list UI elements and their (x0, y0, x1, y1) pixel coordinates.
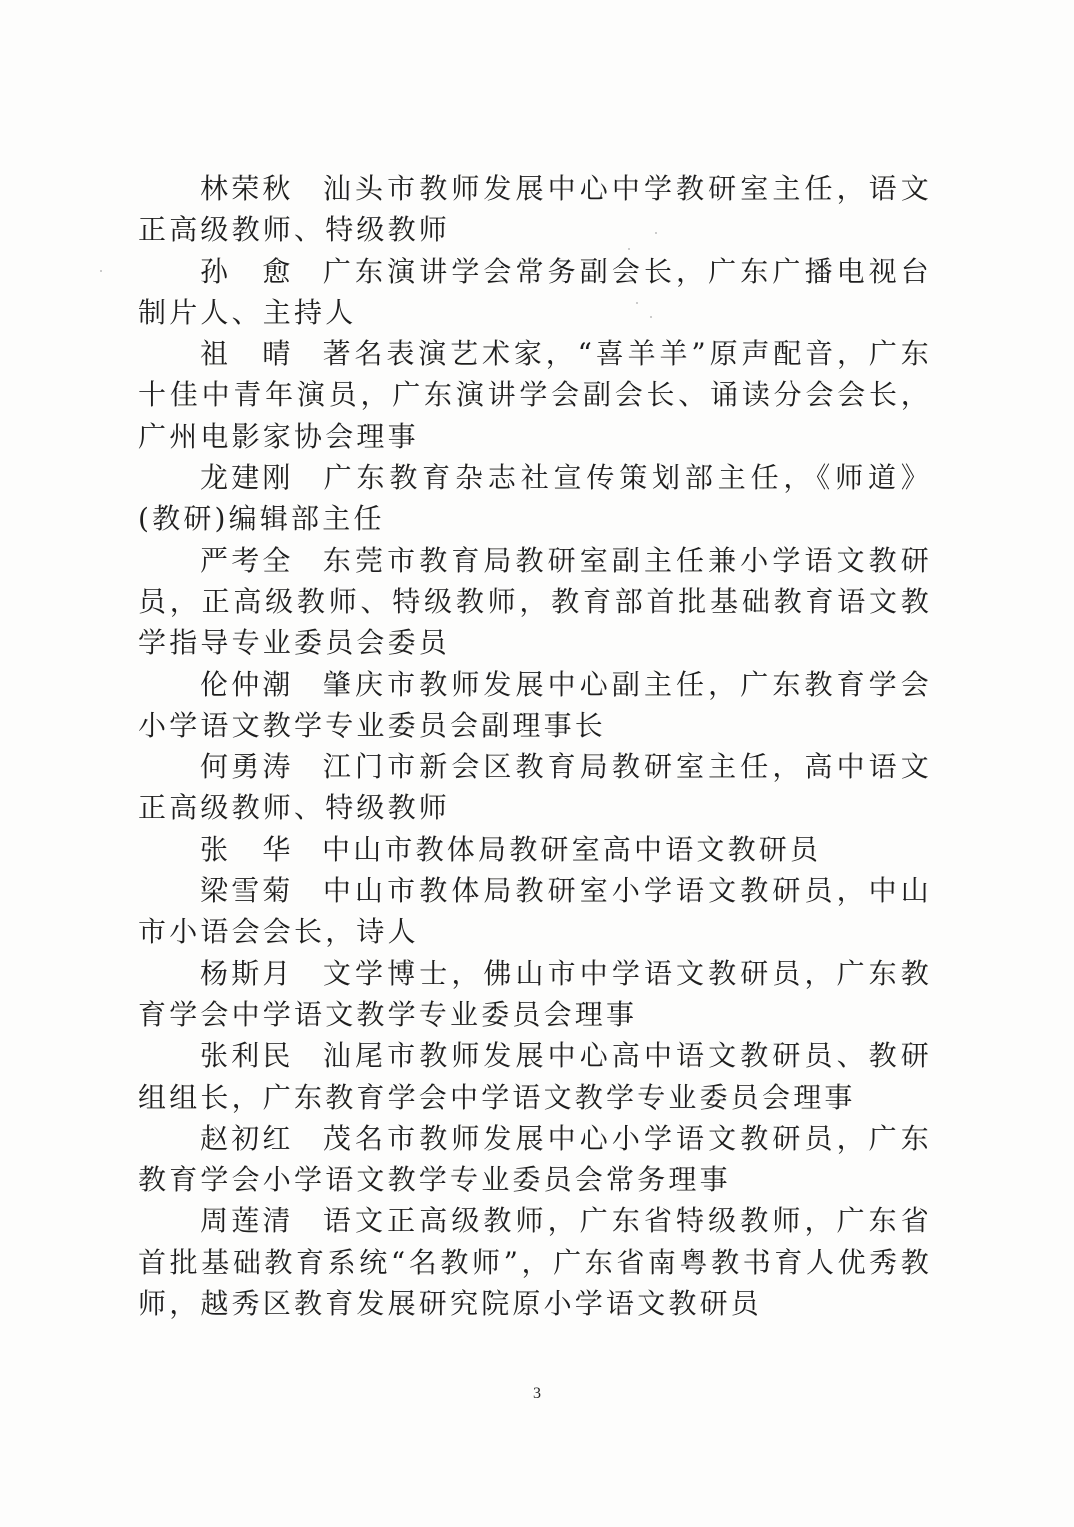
member-description: 东莞市教育局教研室副主任兼小学语文教研员，正高级教师、特级教师，教育部首批基础教育语文教学指导专业委员会委员 (138, 543, 932, 660)
member-name: 张利民 (200, 1039, 294, 1073)
member-name: 张 华 (200, 832, 294, 866)
member-name: 何勇涛 (200, 750, 294, 784)
member-entry (138, 457, 932, 540)
page-number: 3 (533, 1385, 541, 1402)
scan-speck (655, 232, 657, 234)
member-name: 孙 愈 (200, 254, 294, 288)
member-name: 赵初红 (200, 1121, 294, 1155)
member-entry (138, 953, 932, 1036)
member-description: 茂名市教师发展中心小学语文教研员，广东教育学会小学语文教学专业委员会常务理事 (138, 1121, 932, 1197)
scan-speck (628, 248, 630, 250)
member-description: 文学博士，佛山市中学语文教研员，广东教育学会中学语文教学专业委员会理事 (138, 956, 932, 1031)
member-entry (138, 1118, 932, 1201)
member-description: 中山市教体局教研室小学语文教研员，中山市小语会会长，诗人 (138, 874, 932, 949)
member-description: 著名表演艺术家，“喜羊羊”原声配音，广东十佳中青年演员，广东演讲学会副会长、诵读分会会长，广州电影家协会理事 (138, 337, 932, 453)
member-entry (138, 1035, 932, 1118)
member-entry (138, 870, 932, 953)
member-entry (138, 168, 932, 251)
member-description: 汕头市教师发展中心中学教研室主任，语文正高级教师、特级教师 (138, 172, 932, 247)
member-name: 林荣秋 (200, 172, 294, 205)
member-entry (138, 251, 932, 334)
member-entry (138, 540, 932, 664)
member-description: 广东演讲学会常务副会长，广东广播电视台制片人、主持人 (138, 254, 932, 329)
scan-speck (100, 270, 102, 272)
member-description: 肇庆市教师发展中心副主任，广东教育学会小学语文教学专业委员会副理事长 (138, 667, 932, 742)
scan-speck (650, 316, 652, 318)
member-description: 广东教育杂志社宣传策划部主任，《师道》(教研)编辑部主任 (138, 461, 932, 536)
member-entry (138, 333, 932, 457)
member-name: 杨斯月 (200, 956, 294, 990)
member-name: 梁雪菊 (200, 874, 294, 908)
member-name: 周莲清 (200, 1204, 294, 1238)
member-name: 祖 晴 (200, 337, 294, 371)
member-name: 严考全 (200, 543, 294, 577)
member-entry (138, 829, 932, 870)
member-name: 伦仲潮 (200, 667, 294, 701)
member-description: 语文正高级教师，广东省特级教师，广东省首批基础教育系统“名教师”，广东省南粤教书育人优秀教师，越秀区教育发展研究院原小学语文教研员 (138, 1204, 932, 1321)
member-list (138, 168, 932, 1324)
member-description: 汕尾市教师发展中心高中语文教研员、教研组组长，广东教育学会中学语文教学专业委员会理事 (138, 1039, 932, 1114)
member-description: 江门市新会区教育局教研室主任，高中语文正高级教师、特级教师 (138, 750, 932, 825)
scan-speck (636, 302, 638, 304)
member-entry (138, 1200, 932, 1324)
member-name: 龙建刚 (200, 461, 294, 495)
member-description: 中山市教体局教研室高中语文教研员 (322, 832, 822, 866)
member-entry (138, 664, 932, 747)
member-entry (138, 746, 932, 829)
